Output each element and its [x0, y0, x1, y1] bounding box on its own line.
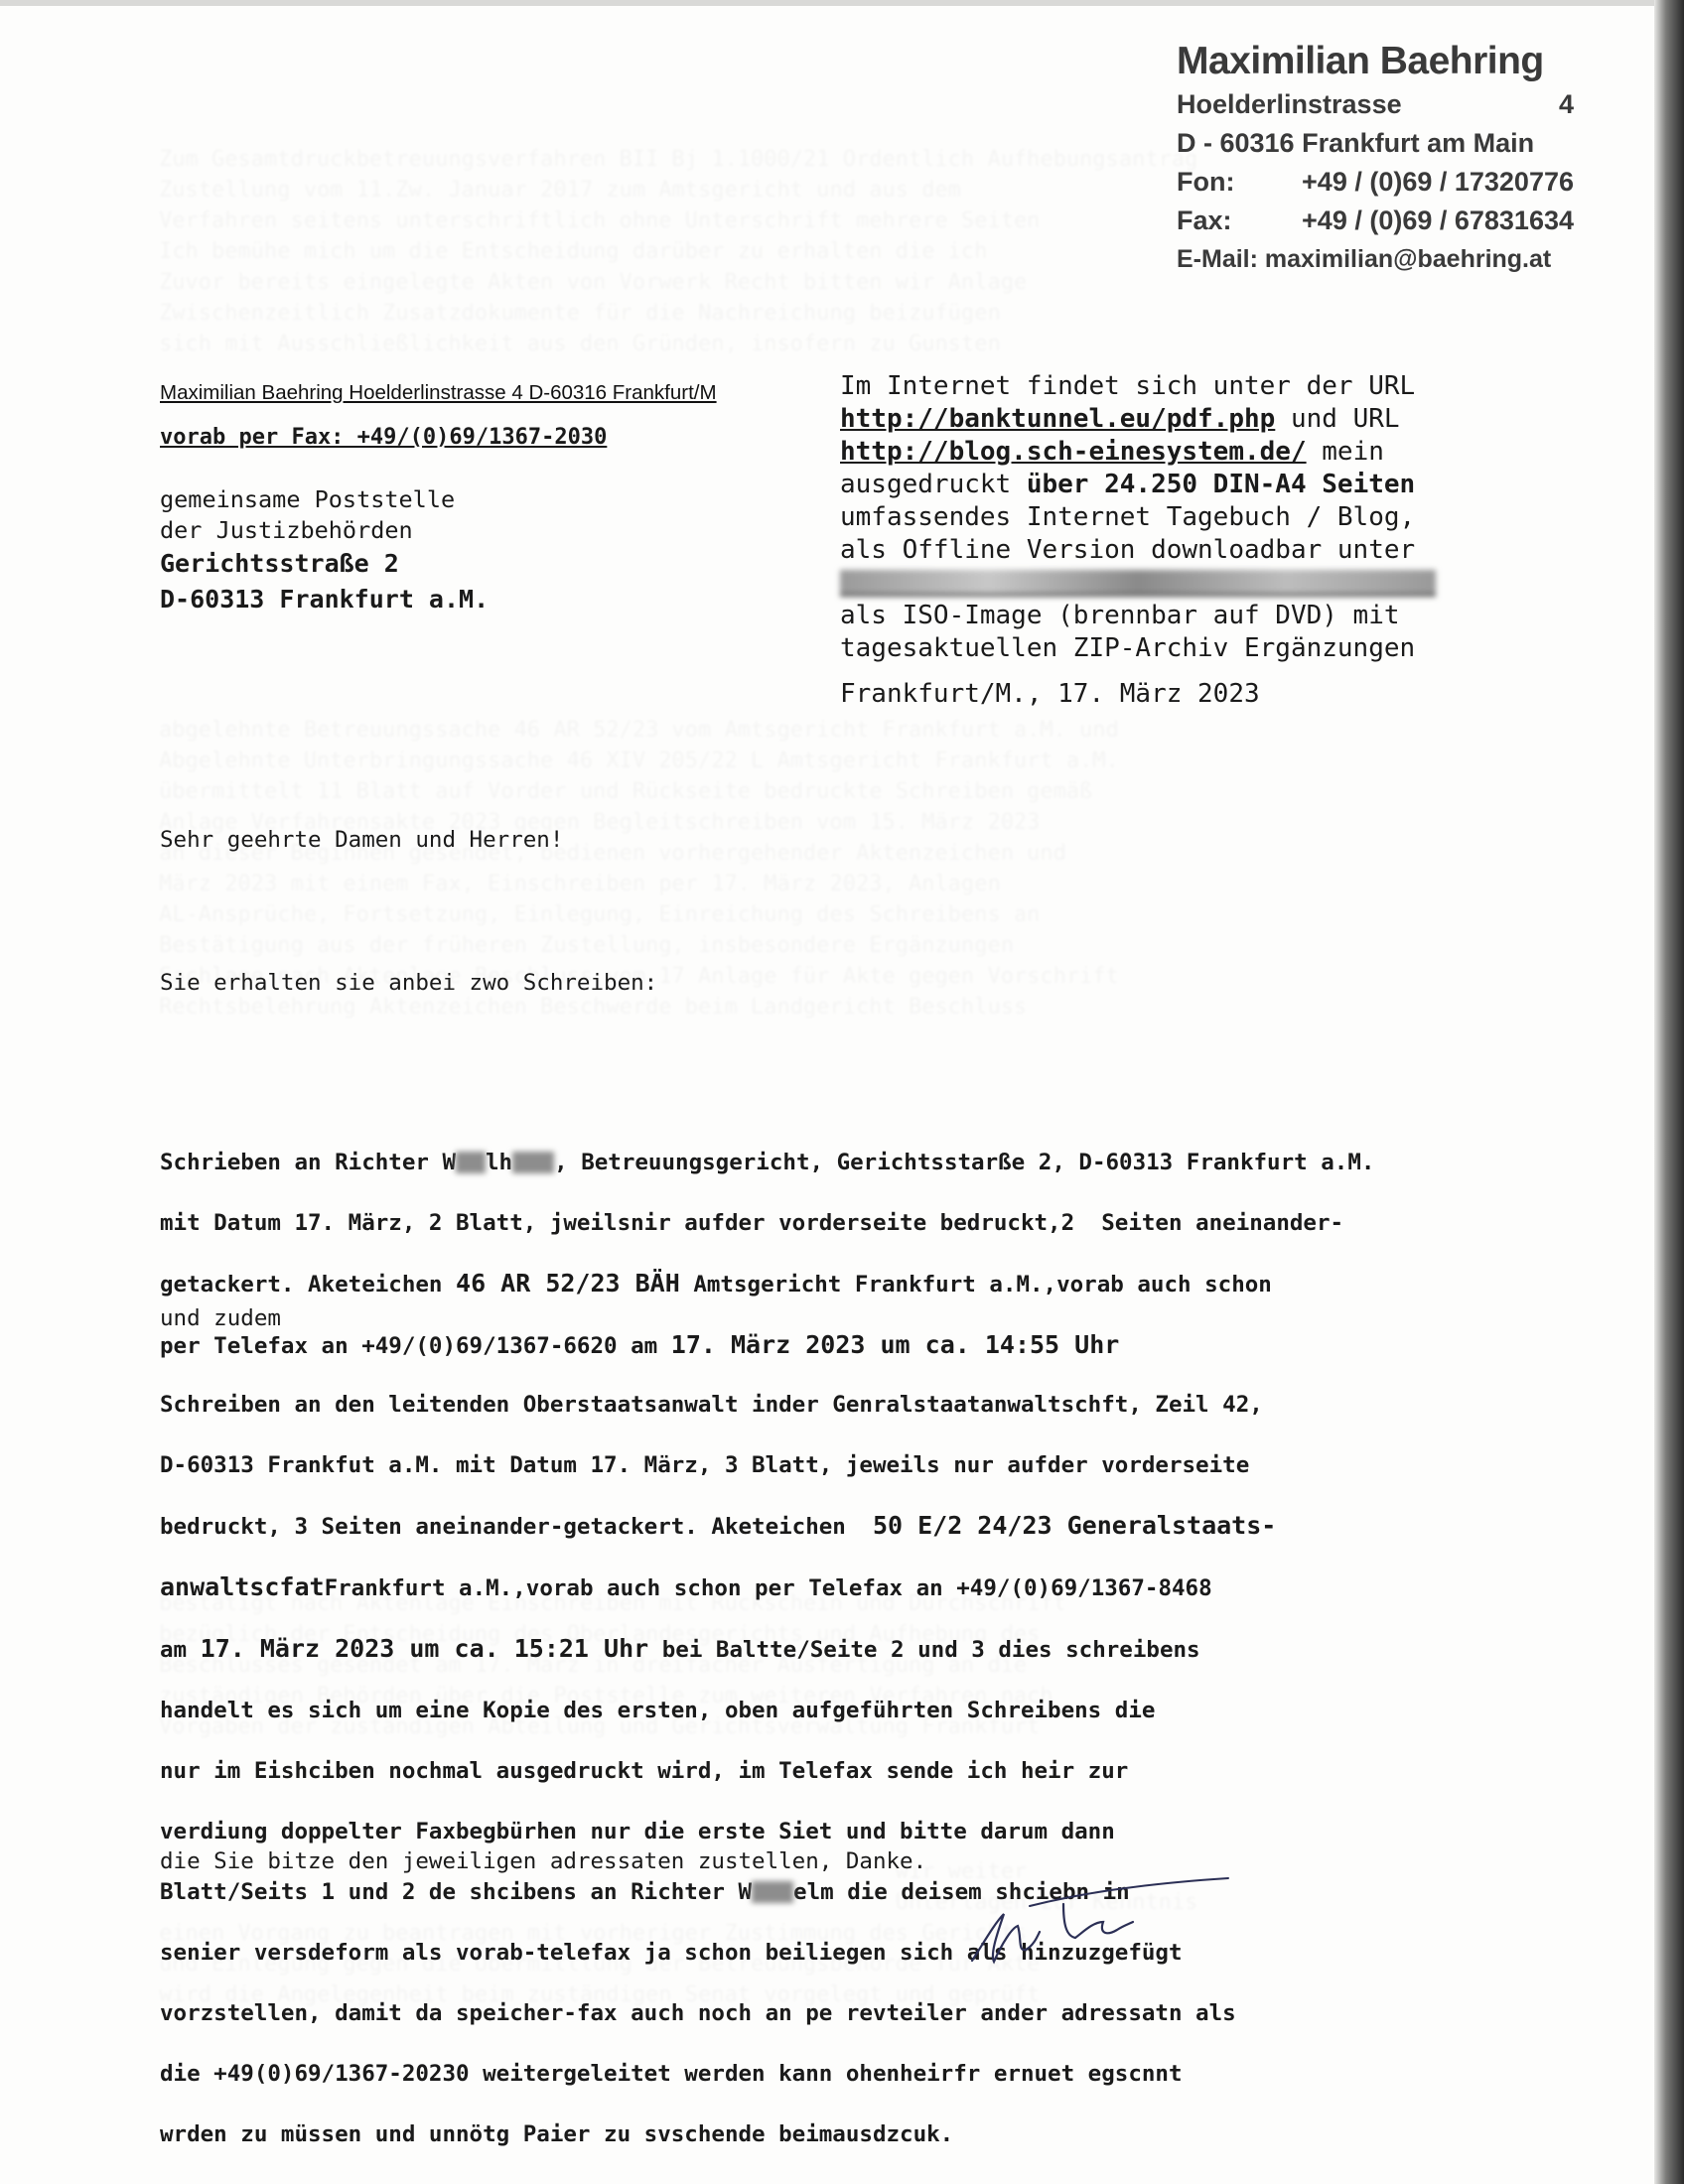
redacted-name-part	[456, 1152, 486, 1173]
letterhead-street: Hoelderlinstrasse	[1177, 89, 1402, 119]
handwritten-signature	[968, 1866, 1246, 1985]
block1-l3a: getackert. Aketeichen	[160, 1271, 457, 1297]
block1-l3c: Amtsgericht Frankfurt a.M.,vorab auch schon	[679, 1271, 1272, 1297]
block2-l3a: bedruckt, 3 Seiten aneinander-getackert. Aketeichen	[160, 1513, 873, 1540]
info-line-3	[840, 436, 1495, 469]
info-line-8: als ISO-Image (brennbar auf DVD) mit	[840, 601, 1400, 630]
letterhead	[1177, 38, 1574, 279]
block1-line-1	[160, 1148, 1495, 1178]
sender-line: Maximilian Baehring Hoelderlinstrasse 4 D-60316 Frankfurt/M	[160, 381, 717, 404]
phone-label: Fon:	[1177, 167, 1235, 197]
info-line-4-pre: ausgedruckt	[840, 470, 1027, 499]
letterhead-phone-row	[1177, 163, 1574, 202]
fax-label: Fax:	[1177, 205, 1232, 235]
letterhead-email: E-Mail: maximilian@baehring.at	[1177, 245, 1552, 273]
info-page-count: über 24.250 DIN-A4 Seiten	[1026, 470, 1416, 499]
block2-l9a: Blatt/Seits 1 und 2 de shcibens an Richter W	[160, 1878, 753, 1905]
block1-line-4	[160, 1330, 1495, 1362]
recipient-address	[160, 484, 489, 617]
block2-line-3	[160, 1511, 1495, 1543]
info-line-1: Im Internet findet sich unter der URL	[840, 371, 1416, 401]
block1-line-2: mit Datum 17. März, 2 Blatt, jweilsnir aufder vorderseite bedruckt,2 Seiten aneinander-	[160, 1209, 1344, 1236]
bleed-through-text	[159, 144, 1197, 359]
redacted-name-part-3	[752, 1881, 793, 1903]
fax-timestamp-2: 17. März 2023 um ca. 15:21 Uhr	[200, 1633, 649, 1663]
info-line-6: als Offline Version downloadbar unter	[840, 535, 1416, 565]
url-blog[interactable]: http://blog.sch-einesystem.de/	[840, 437, 1307, 467]
redacted-name-part-2	[512, 1152, 554, 1173]
internet-info-block	[840, 370, 1495, 665]
salutation: Sehr geehrte Damen und Herren!	[160, 827, 564, 853]
block2-l5c: bei Baltte/Seite 2 und 3 dies schreibens	[648, 1636, 1200, 1663]
block2-line-5	[160, 1634, 1495, 1666]
block1-line-3	[160, 1269, 1495, 1300]
letterhead-fax-row	[1177, 202, 1574, 240]
recipient-line-1: gemeinsame Poststelle	[160, 485, 456, 513]
block2-line-9	[160, 1877, 1495, 1908]
letter-date: Frankfurt/M., 17. März 2023	[840, 679, 1260, 709]
case-number-2: 50 E/2 24/23 Generalstaats-	[872, 1510, 1277, 1540]
block2-line-6: handelt es sich um eine Kopie des ersten, oben aufgeführten Schreibens die	[160, 1697, 1156, 1723]
block2-line-7: nur im Eishciben nochmal ausgedruckt wird, im Telefax sende ich heir zur	[160, 1757, 1129, 1784]
block2-line-1: Schreiben an den leitenden Oberstaatsanwalt inder Genralstaatanwaltschft, Zeil 42,	[160, 1391, 1263, 1418]
info-line-4	[840, 469, 1495, 501]
info-line-2-tail: und URL	[1275, 404, 1400, 434]
block1-l1c: , Betreuungsgericht, Gerichtsstarße 2, D-60313 Frankfurt a.M.	[554, 1149, 1375, 1175]
url-banktunnel[interactable]: http://banktunnel.eu/pdf.php	[840, 404, 1276, 434]
block2-l5a: am	[160, 1636, 201, 1663]
case-number-1: 46 AR 52/23 BÄH	[456, 1268, 680, 1297]
info-line-7	[840, 567, 1495, 600]
block2-line-13: wrden zu müssen und unnötg Paier zu svschende beimausdzcuk.	[160, 2120, 954, 2147]
letterhead-house-number: 4	[1558, 89, 1574, 119]
block2-l4a: anwaltscfat	[160, 1571, 325, 1601]
fax-number: +49 / (0)69 / 67831634	[1302, 205, 1574, 235]
letter-block-2	[160, 1359, 1495, 2180]
letter-block-1	[160, 1117, 1495, 1392]
block2-line-2: D-60313 Frankfut a.M. mit Datum 17. März, 3 Blatt, jeweils nur aufder vorderseite	[160, 1451, 1250, 1478]
letterhead-name: Maximilian Baehring	[1177, 40, 1544, 82]
block2-line-12: die +49(0)69/1367-20230 weitergeleitet werden kann ohenheirfr ernuet egscnnt	[160, 2060, 1183, 2087]
scan-top-edge	[0, 0, 1654, 6]
intro-paragraph: Sie erhalten sie anbei zwo Schreiben:	[160, 970, 658, 996]
info-line-9: tagesaktuellen ZIP-Archiv Ergänzungen	[840, 633, 1416, 663]
scan-right-edge	[1654, 0, 1684, 2184]
block2-l4b: Frankfurt a.M.,vorab auch schon per Telefax an +49/(0)69/1367-8468	[324, 1574, 1212, 1601]
info-line-2	[840, 403, 1495, 436]
recipient-city: D-60313 Frankfurt a.M.	[160, 585, 490, 614]
letterhead-city: D - 60316 Frankfurt am Main	[1177, 128, 1535, 158]
und-zudem: und zudem	[160, 1305, 281, 1331]
fax-timestamp-1: 17. März 2023 um ca. 14:55 Uhr	[670, 1329, 1120, 1359]
fax-pre-notice: vorab per Fax: +49/(0)69/1367-2030	[160, 425, 608, 450]
redacted-url	[840, 570, 1436, 597]
block2-line-10: senier versdeform als vorab-telefax ja schon beiliegen sich als hinzuzgefügt	[160, 1939, 1183, 1966]
block1-l1a: Schrieben an Richter W	[160, 1149, 457, 1175]
phone-number: +49 / (0)69 / 17320776	[1302, 167, 1574, 197]
block2-line-4	[160, 1572, 1495, 1604]
block1-l4a: per Telefax an +49/(0)69/1367-6620 am	[160, 1332, 671, 1359]
recipient-line-2: der Justizbehörden	[160, 516, 413, 544]
info-line-3-tail: mein	[1306, 437, 1384, 467]
block2-line-8: verdiung doppelter Faxbegbürhen nur die erste Siet und bitte darum dann	[160, 1818, 1115, 1844]
letterhead-street-row	[1177, 85, 1574, 124]
closing-line: die Sie bitze den jeweiligen adressaten zustellen, Danke.	[160, 1848, 927, 1874]
block2-l9b: elm die deisem shciebn in	[793, 1878, 1130, 1905]
info-line-5: umfassendes Internet Tagebuch / Blog,	[840, 502, 1416, 532]
block2-line-11: vorzstellen, damit da speicher-fax auch noch an pe revteiler ander adressatn als	[160, 1999, 1236, 2026]
block1-l1b: lh	[486, 1149, 513, 1175]
recipient-street: Gerichtsstraße 2	[160, 549, 399, 578]
